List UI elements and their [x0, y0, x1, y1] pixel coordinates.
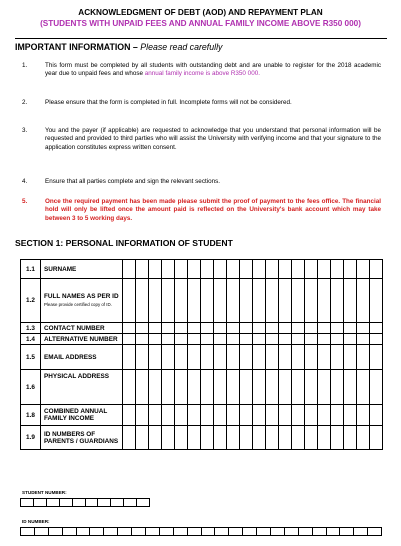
- char-box[interactable]: [162, 405, 175, 426]
- char-box[interactable]: [188, 323, 201, 334]
- info-item-num: 1.: [22, 62, 28, 69]
- row-label-text: FULL NAMES AS PER ID: [44, 293, 119, 301]
- char-box[interactable]: [253, 370, 266, 405]
- form-subtitle: (STUDENTS WITH UNPAID FEES AND ANNUAL FAMILY INCOME ABOVE R350 000): [40, 19, 361, 28]
- char-box[interactable]: [253, 345, 266, 370]
- char-box[interactable]: [266, 323, 279, 334]
- char-box[interactable]: [175, 279, 188, 323]
- row-number: 1.4: [21, 334, 41, 345]
- char-box[interactable]: [344, 345, 357, 370]
- row-label: EMAIL ADDRESS: [41, 345, 123, 370]
- char-box[interactable]: [149, 260, 162, 279]
- info-item-text: Ensure that all parties complete and sign the relevant sections.: [45, 178, 221, 185]
- char-box[interactable]: [201, 260, 214, 279]
- char-box[interactable]: [266, 260, 279, 279]
- char-box[interactable]: [279, 426, 292, 450]
- char-box[interactable]: [175, 426, 188, 450]
- char-box[interactable]: [318, 426, 331, 450]
- char-box[interactable]: [292, 334, 305, 345]
- char-box[interactable]: [370, 323, 383, 334]
- char-box[interactable]: [253, 334, 266, 345]
- row-number: 1.2: [21, 279, 41, 323]
- char-box[interactable]: [149, 279, 162, 323]
- char-box[interactable]: [318, 260, 331, 279]
- char-box[interactable]: [357, 334, 370, 345]
- char-box[interactable]: [357, 279, 370, 323]
- char-box[interactable]: [214, 345, 227, 370]
- row-label: ALTERNATIVE NUMBER: [41, 334, 123, 345]
- important-info-heading-italic: Please read carefully: [140, 42, 223, 52]
- char-box[interactable]: [305, 334, 318, 345]
- char-box[interactable]: [370, 260, 383, 279]
- char-box[interactable]: [279, 345, 292, 370]
- char-box[interactable]: [344, 334, 357, 345]
- table-row: [21, 334, 383, 345]
- char-box[interactable]: [136, 323, 149, 334]
- char-box[interactable]: [344, 279, 357, 323]
- char-box[interactable]: [292, 323, 305, 334]
- char-box[interactable]: [201, 426, 214, 450]
- student-number-label: STUDENT NUMBER:: [22, 490, 67, 495]
- char-box[interactable]: [175, 345, 188, 370]
- char-box[interactable]: [357, 370, 370, 405]
- char-box[interactable]: [292, 260, 305, 279]
- table-row: [21, 279, 383, 323]
- char-box[interactable]: [188, 370, 201, 405]
- char-box[interactable]: [175, 405, 188, 426]
- char-box[interactable]: [201, 334, 214, 345]
- char-box[interactable]: [175, 334, 188, 345]
- info-item-num: 4.: [22, 178, 28, 185]
- table-row: [21, 370, 383, 405]
- table-row: [21, 426, 383, 450]
- char-box[interactable]: [227, 405, 240, 426]
- important-info-heading: [15, 42, 222, 52]
- info-item-1-text: This form must be completed by all students with outstanding debt and are unable to register for the 2018 academic year due to unpaid fees and whose: [45, 62, 381, 78]
- char-box[interactable]: [201, 323, 214, 334]
- table-row: [21, 345, 383, 370]
- char-box[interactable]: [136, 279, 149, 323]
- char-box[interactable]: [214, 323, 227, 334]
- table-row: [21, 405, 383, 426]
- char-box[interactable]: [279, 260, 292, 279]
- table-row: [21, 260, 383, 279]
- char-box[interactable]: [188, 405, 201, 426]
- char-box[interactable]: [240, 323, 253, 334]
- char-box[interactable]: [188, 334, 201, 345]
- char-box[interactable]: [227, 260, 240, 279]
- char-box[interactable]: [227, 334, 240, 345]
- info-item-num: 3.: [22, 127, 28, 134]
- char-box[interactable]: [305, 279, 318, 323]
- char-box[interactable]: [214, 260, 227, 279]
- info-item-1: [22, 62, 382, 88]
- char-box[interactable]: [331, 279, 344, 323]
- char-box[interactable]: [279, 279, 292, 323]
- char-box[interactable]: [370, 405, 383, 426]
- char-box[interactable]: [344, 323, 357, 334]
- char-box[interactable]: [175, 260, 188, 279]
- char-box[interactable]: [331, 334, 344, 345]
- char-box[interactable]: [240, 334, 253, 345]
- char-box[interactable]: [123, 323, 136, 334]
- char-box[interactable]: [331, 426, 344, 450]
- section-1-heading: SECTION 1: PERSONAL INFORMATION OF STUDENT: [15, 238, 233, 248]
- info-item-num: 5.: [22, 198, 28, 205]
- char-box[interactable]: [331, 370, 344, 405]
- char-box[interactable]: [344, 260, 357, 279]
- char-box[interactable]: [357, 426, 370, 450]
- char-box[interactable]: [305, 323, 318, 334]
- char-box[interactable]: [357, 260, 370, 279]
- char-box[interactable]: [253, 426, 266, 450]
- char-box[interactable]: [253, 405, 266, 426]
- char-box[interactable]: [370, 345, 383, 370]
- char-box[interactable]: [123, 426, 136, 450]
- char-box[interactable]: [227, 426, 240, 450]
- char-box[interactable]: [305, 405, 318, 426]
- char-box[interactable]: [279, 405, 292, 426]
- char-box[interactable]: [357, 323, 370, 334]
- char-box[interactable]: [136, 334, 149, 345]
- char-box[interactable]: [149, 370, 162, 405]
- form-title: ACKNOWLEDGMENT OF DEBT (AOD) AND REPAYMENT PLAN: [78, 8, 323, 17]
- char-box[interactable]: [305, 370, 318, 405]
- char-box[interactable]: [123, 334, 136, 345]
- char-box[interactable]: [253, 323, 266, 334]
- char-box[interactable]: [292, 405, 305, 426]
- char-box[interactable]: [266, 279, 279, 323]
- char-box[interactable]: [331, 405, 344, 426]
- char-box[interactable]: [136, 405, 149, 426]
- char-box[interactable]: [279, 334, 292, 345]
- char-box[interactable]: [357, 345, 370, 370]
- char-box[interactable]: [292, 345, 305, 370]
- char-box[interactable]: [123, 405, 136, 426]
- char-box[interactable]: [214, 426, 227, 450]
- row-number: 1.5: [21, 345, 41, 370]
- row-label: CONTACT NUMBER: [41, 323, 123, 334]
- char-box[interactable]: [162, 426, 175, 450]
- char-box[interactable]: [292, 370, 305, 405]
- char-box[interactable]: [292, 426, 305, 450]
- char-box[interactable]: [344, 426, 357, 450]
- row-label: COMBINED ANNUAL FAMILY INCOME: [41, 405, 123, 426]
- char-box[interactable]: [149, 345, 162, 370]
- char-box[interactable]: [253, 260, 266, 279]
- row-label: SURNAME: [41, 260, 123, 279]
- char-box[interactable]: [214, 279, 227, 323]
- personal-info-table: [20, 259, 383, 450]
- info-item-1-highlight: annual family income is above R350 000.: [144, 70, 260, 78]
- char-box[interactable]: [188, 279, 201, 323]
- char-box[interactable]: [136, 426, 149, 450]
- char-box[interactable]: [175, 370, 188, 405]
- student-number-field[interactable]: [20, 498, 150, 507]
- char-box[interactable]: [318, 334, 331, 345]
- char-box[interactable]: [214, 334, 227, 345]
- id-number-label: ID NUMBER:: [22, 519, 50, 524]
- row-number: 1.1: [21, 260, 41, 279]
- char-box[interactable]: [188, 426, 201, 450]
- char-box[interactable]: [214, 370, 227, 405]
- char-box[interactable]: [149, 334, 162, 345]
- char-box[interactable]: [188, 345, 201, 370]
- char-box[interactable]: [370, 334, 383, 345]
- char-box[interactable]: [175, 323, 188, 334]
- char-box[interactable]: [331, 260, 344, 279]
- char-box[interactable]: [201, 370, 214, 405]
- char-box[interactable]: [201, 345, 214, 370]
- char-box[interactable]: [305, 426, 318, 450]
- char-box[interactable]: [136, 370, 149, 405]
- char-box[interactable]: [318, 323, 331, 334]
- char-box[interactable]: [305, 260, 318, 279]
- char-box[interactable]: [162, 345, 175, 370]
- info-item-num: 2.: [22, 99, 28, 106]
- divider: [15, 38, 387, 39]
- char-box[interactable]: [123, 370, 136, 405]
- char-box[interactable]: [162, 323, 175, 334]
- char-box[interactable]: [318, 279, 331, 323]
- char-box[interactable]: [318, 345, 331, 370]
- char-box[interactable]: [279, 370, 292, 405]
- char-box[interactable]: [266, 405, 279, 426]
- row-number: 1.6: [21, 370, 41, 405]
- row-label: [41, 279, 123, 323]
- char-box[interactable]: [266, 345, 279, 370]
- info-item-2: [22, 99, 382, 117]
- char-box[interactable]: [344, 405, 357, 426]
- char-box[interactable]: [240, 370, 253, 405]
- row-label: ID NUMBERS OF PARENTS / GUARDIANS: [41, 426, 123, 450]
- info-item-4: [22, 178, 382, 188]
- char-box[interactable]: [227, 279, 240, 323]
- char-box[interactable]: [240, 345, 253, 370]
- char-box[interactable]: [201, 405, 214, 426]
- char-box[interactable]: [136, 260, 149, 279]
- char-box[interactable]: [370, 370, 383, 405]
- info-item-text: Please ensure that the form is completed in full. Incomplete forms will not be considered.: [45, 99, 292, 106]
- id-number-field[interactable]: [20, 527, 382, 536]
- char-box[interactable]: [344, 370, 357, 405]
- char-box[interactable]: [266, 334, 279, 345]
- char-box[interactable]: [227, 345, 240, 370]
- info-item-5: [22, 198, 382, 224]
- char-box[interactable]: [357, 405, 370, 426]
- row-label: PHYSICAL ADDRESS: [41, 370, 123, 405]
- info-item-text: [45, 62, 381, 79]
- char-box[interactable]: [123, 279, 136, 323]
- char-box[interactable]: [318, 405, 331, 426]
- char-box[interactable]: [305, 345, 318, 370]
- char-box[interactable]: [162, 334, 175, 345]
- table-row: [21, 323, 383, 334]
- char-box[interactable]: [227, 370, 240, 405]
- char-box[interactable]: [292, 279, 305, 323]
- char-box[interactable]: [253, 279, 266, 323]
- char-box[interactable]: [149, 405, 162, 426]
- char-box[interactable]: [370, 426, 383, 450]
- row-note: Please provide certified copy of ID.: [44, 302, 112, 308]
- char-box[interactable]: [240, 260, 253, 279]
- char-box[interactable]: [188, 260, 201, 279]
- char-box[interactable]: [162, 279, 175, 323]
- char-box[interactable]: [136, 345, 149, 370]
- row-number: 1.8: [21, 405, 41, 426]
- char-box[interactable]: [149, 323, 162, 334]
- char-box[interactable]: [149, 426, 162, 450]
- char-box[interactable]: [266, 370, 279, 405]
- char-box[interactable]: [240, 279, 253, 323]
- char-box[interactable]: [240, 426, 253, 450]
- char-box[interactable]: [201, 279, 214, 323]
- char-box[interactable]: [240, 405, 253, 426]
- char-box[interactable]: [162, 370, 175, 405]
- char-box[interactable]: [123, 345, 136, 370]
- char-box[interactable]: [266, 426, 279, 450]
- important-info-heading-text: IMPORTANT INFORMATION –: [15, 42, 138, 52]
- char-box[interactable]: [279, 323, 292, 334]
- char-box[interactable]: [370, 279, 383, 323]
- info-item-text: You and the payer (if applicable) are requested to acknowledge that you understand that personal information will be requested and provided to third parties who will assist the University with verifying income and that your signature to the application constitutes express written consent.: [45, 127, 381, 151]
- row-number: 1.3: [21, 323, 41, 334]
- char-box[interactable]: [123, 260, 136, 279]
- char-box[interactable]: [214, 405, 227, 426]
- char-box[interactable]: [162, 260, 175, 279]
- char-box[interactable]: [318, 370, 331, 405]
- row-number: 1.9: [21, 426, 41, 450]
- char-box[interactable]: [331, 323, 344, 334]
- info-item-text: Once the required payment has been made please submit the proof of payment to the fees office. The financial hold will only be lifted once the amount paid is reflected on the University's bank account which may take between 3 to 5 working days.: [45, 198, 381, 222]
- char-box[interactable]: [227, 323, 240, 334]
- char-box[interactable]: [331, 345, 344, 370]
- info-item-3: [22, 127, 382, 153]
